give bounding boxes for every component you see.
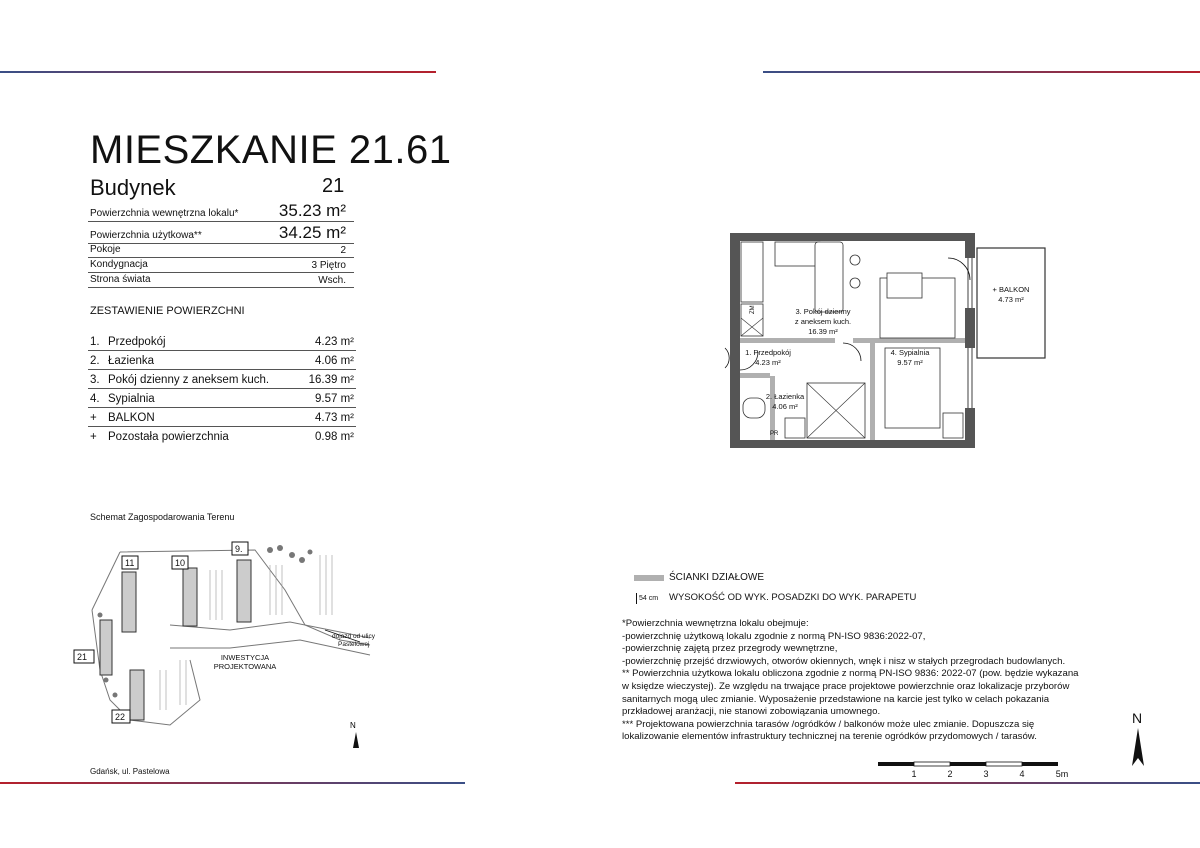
spec-row (88, 203, 354, 222)
summary-heading: ZESTAWIENIE POWIERZCHNI (90, 305, 245, 317)
scale-segment (878, 762, 914, 766)
summary-row (88, 351, 356, 370)
spec-label: Powierzchnia wewnętrzna lokalu* (90, 208, 239, 219)
room3-area: 16.39 m² (808, 327, 838, 336)
bottom-rule-left (0, 782, 465, 784)
scale-segment (986, 762, 1022, 766)
spec-value: 3 Piętro (311, 260, 346, 271)
note-line: *** Projektowana powierzchnia tarasów /ogródków / balkonów może ulec zmianie. Dopuszcza się (622, 718, 1035, 730)
entry-door-arc (725, 348, 729, 368)
summary-value: 9.57 m² (315, 393, 354, 405)
partition-bedroom-left (870, 343, 875, 440)
summary-num: 1. (90, 336, 100, 348)
building-21-footprint (100, 620, 112, 675)
room2-label: 2. Łazienka (765, 392, 805, 401)
room4-label: 4. Sypialnia (890, 348, 930, 357)
spec-value: 2 (340, 245, 346, 256)
access-label-1: dojazd od ulicy (332, 633, 375, 640)
note-line: sanitarnych mogą ulec zmianie. Wyposażenie przedstawione na karcie jest tylko w celach pokazania (622, 693, 1050, 705)
note-line: *Powierzchnia wewnętrzna lokalu obejmuje: (622, 618, 809, 629)
balcony-label: + BALKON (992, 285, 1030, 294)
top-rule-left (0, 71, 436, 73)
note-line: przkładowej aranżacji, nie stanowi zobowiązania umownego. (622, 706, 881, 718)
bedroom-door-arc (843, 343, 861, 361)
room1-area: 4.23 m² (755, 358, 781, 367)
scale-tick: 5m (1055, 769, 1069, 779)
summary-label: Pozostała powierzchnia (108, 431, 229, 443)
wall-right-bottom (965, 408, 975, 448)
spec-label: Powierzchnia użytkowa** (90, 230, 202, 241)
room3-label-2: z aneksem kuch. (794, 317, 852, 326)
building-11-footprint (122, 572, 136, 632)
scale-segment (914, 762, 950, 766)
spec-value: 34.25 m² (278, 223, 346, 242)
scale-tick: 1 (911, 769, 917, 779)
summary-row (88, 408, 356, 427)
nightstand (943, 413, 963, 438)
building-9-footprint (237, 560, 251, 622)
summary-row (88, 370, 356, 389)
site-plan-map (70, 530, 420, 760)
spec-label: Pokoje (90, 244, 121, 255)
scale-segment (950, 762, 986, 766)
room1-label: 1. Przedpokój (745, 348, 791, 357)
building-value: 21 (322, 175, 345, 197)
location-label: Gdańsk, ul. Pastelowa (90, 767, 170, 776)
road-label-2: PROJEKTOWANA (213, 662, 277, 671)
building-11-number: 11 (125, 558, 135, 568)
pr-label: PR (770, 431, 779, 437)
building-22-footprint (130, 670, 144, 720)
north-arrow-icon (1128, 726, 1148, 768)
room3-label-1: 3. Pokój dzienny (795, 307, 851, 316)
spec-row (88, 272, 354, 288)
scale-tick: 2 (947, 769, 953, 779)
notes-block (622, 618, 1092, 744)
summary-num: 2. (90, 355, 100, 367)
wall-right-top (965, 233, 975, 258)
building-label: Budynek (90, 175, 176, 200)
spec-row (88, 257, 354, 273)
spec-label: Strona świata (90, 274, 151, 285)
window-living (968, 258, 972, 308)
note-line: -powierzchnię zajętą przez przegrody wewnętrzne, (622, 643, 838, 655)
spec-row (88, 242, 354, 258)
zm-label: ZM (750, 305, 756, 314)
summary-label: Przedpokój (108, 336, 166, 348)
spec-value: 35.23 m² (278, 201, 346, 220)
legend-height-label: WYSOKOŚĆ OD WYK. POSADZKI DO WYK. PARAPETU (669, 592, 917, 603)
summary-value: 0.98 m² (315, 431, 354, 443)
summary-label: Pokój dzienny z aneksem kuch. (108, 374, 270, 386)
legend-height-value: 54 cm (639, 595, 659, 602)
toilet (743, 398, 765, 418)
summary-num: + (90, 431, 97, 443)
top-rule-right (763, 71, 1200, 73)
building-10-footprint (183, 568, 197, 626)
road-label-1: INWESTYCJA (220, 653, 270, 662)
room4-area: 9.57 m² (897, 358, 923, 367)
floor-plan (715, 228, 1050, 456)
page-title: MIESZKANIE 21.61 (90, 128, 452, 172)
window-bedroom (968, 348, 972, 408)
coffee-table (887, 273, 922, 298)
scale-segment (1022, 762, 1058, 766)
building-22-number: 22 (115, 712, 126, 722)
summary-label: BALKON (108, 412, 155, 424)
note-line: -powierzchnię przejść drzwiowych, otworów okiennych, wnęk i nisz w stałych przegrodach budowlanych. (622, 655, 1066, 667)
summary-value: 4.06 m² (315, 355, 354, 367)
spec-label: Kondygnacja (90, 259, 148, 270)
summary-value: 4.23 m² (315, 336, 354, 348)
bottom-rule-right (735, 782, 1200, 784)
summary-label: Sypialnia (108, 393, 155, 405)
summary-value: 16.39 m² (308, 374, 354, 386)
partition-hall (740, 338, 835, 343)
kitchen-upper-cabinet (775, 242, 820, 266)
building-9-number: 9. (235, 544, 243, 554)
note-line: ** Powierzchnia użytkowa lokalu obliczona zgodnie z normą PN-ISO 9836: 2022-07 (pow. będzie wykazana (622, 668, 1079, 680)
spec-value: Wsch. (318, 275, 346, 286)
bar-stool (850, 278, 860, 288)
scale-bar (876, 760, 1076, 782)
site-north-arrow-icon (353, 732, 359, 748)
summary-num: 4. (90, 393, 100, 405)
north-label: N (1132, 710, 1143, 726)
note-line: lokalizowanie elementów infrastruktury technicznej na terenie ogródków przydomowych / tarasów. (622, 731, 1037, 743)
legend-height-icon (636, 593, 637, 604)
wall-bottom (730, 440, 975, 448)
bar-stool (850, 255, 860, 265)
legend-wall-swatch (634, 575, 664, 581)
summary-num: 3. (90, 374, 100, 386)
access-label-2: Pastelowej (338, 641, 370, 648)
balcony-area: 4.73 m² (998, 295, 1024, 304)
partition-bath-top (740, 373, 770, 378)
wall-top (730, 233, 970, 241)
room2-area: 4.06 m² (772, 402, 798, 411)
summary-label: Łazienka (108, 355, 155, 367)
partition-bedroom-top (853, 338, 965, 343)
summary-value: 4.73 m² (315, 412, 354, 424)
wall-left (730, 233, 740, 448)
scale-tick: 4 (1019, 769, 1025, 779)
kitchen-island (815, 242, 843, 312)
summary-row (88, 389, 356, 408)
kitchen-counter (741, 242, 763, 302)
note-line: w księdze wieczystej). Ze względu na trwające prace projektowe powierzchnie oraz lokalizacje przyborów (622, 680, 1070, 692)
site-plan-title: Schemat Zagospodarowania Terenu (90, 512, 235, 522)
wall-right-mid (965, 308, 975, 348)
summary-row (88, 427, 356, 445)
legend-walls-label: ŚCIANKI DZIAŁOWE (669, 572, 765, 583)
note-line: -powierzchnię użytkową lokalu zgodnie z normą PN-ISO 9836:2022-07, (622, 630, 926, 642)
site-north-label: N (350, 721, 356, 730)
washbasin (785, 418, 805, 438)
scale-tick: 3 (983, 769, 989, 779)
balcony-door-arc (948, 258, 970, 280)
summary-row (88, 332, 356, 351)
building-10-number: 10 (175, 558, 186, 568)
summary-num: + (90, 412, 97, 424)
building-21-number: 21 (77, 652, 88, 662)
